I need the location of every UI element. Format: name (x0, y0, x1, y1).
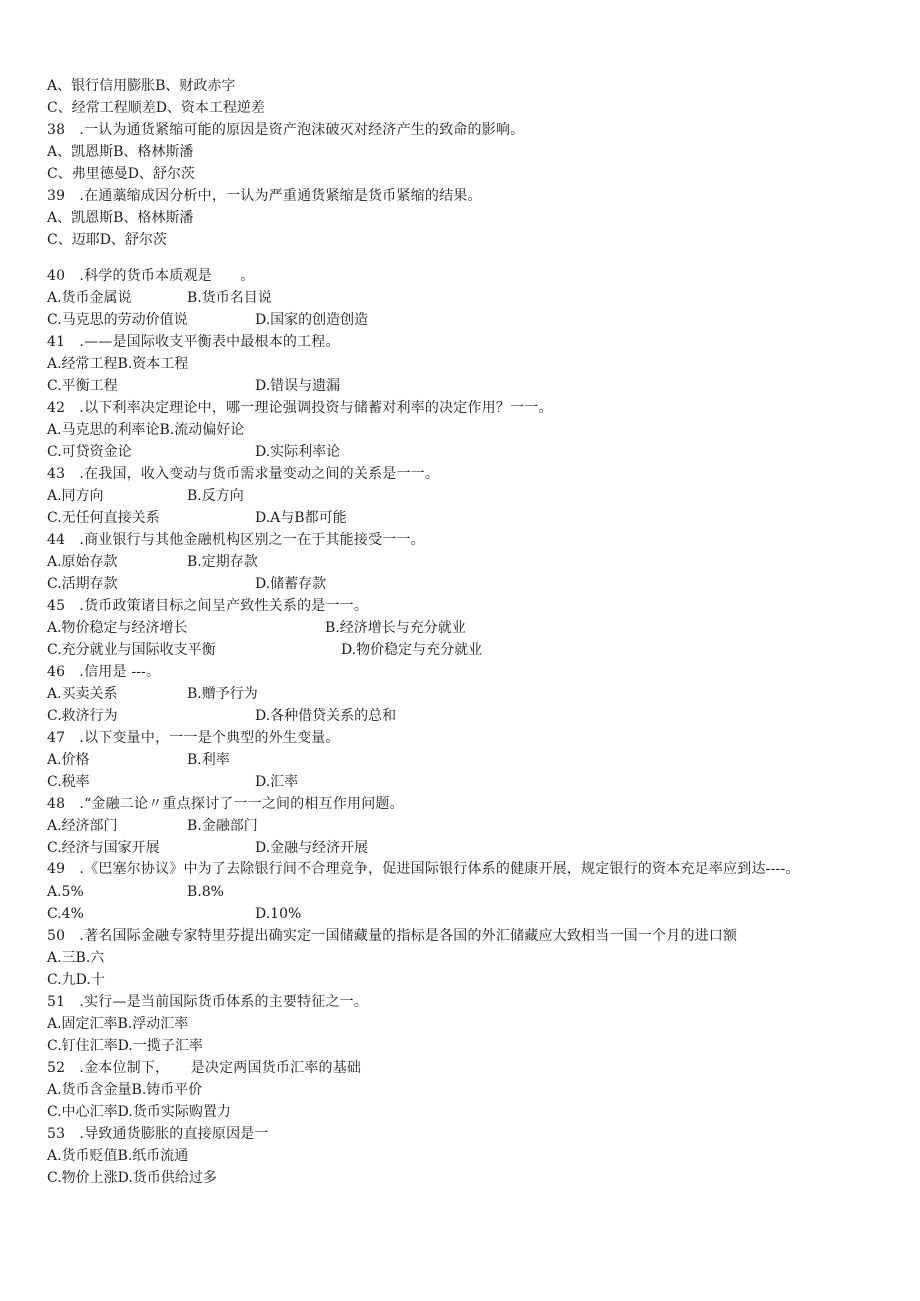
option-d: D.实际利率论 (255, 444, 341, 460)
option-row (47, 705, 867, 727)
option-text: A.马克思的利率论B.流动偏好论 (47, 422, 245, 438)
option-d: D.各种借贷关系的总和 (255, 708, 397, 724)
question-text: 42 .以下利率决定理论中，哪一理论强调投资与储蓄对利率的决定作用？一一。 (47, 400, 553, 416)
option-text: A、银行信用膨胀B、财政赤字 (47, 78, 236, 94)
option-row (47, 375, 867, 397)
option-text: A.货币贬值B.纸币流通 (47, 1148, 189, 1164)
question-text: 48 .“金融二论〃重点探讨了一一之间的相互作用问题。 (47, 796, 404, 812)
question-49 (47, 859, 867, 880)
option-d: D.储蓄存款 (255, 576, 327, 592)
option-c: C.税率 (47, 774, 90, 790)
option-row (47, 639, 867, 661)
option-text: A.固定汇率B.浮动汇率 (47, 1016, 189, 1032)
option-row (47, 617, 867, 639)
question-42 (47, 397, 867, 419)
option-a: A.同方向 (47, 488, 104, 504)
question-40 (47, 265, 867, 287)
question-50 (47, 925, 867, 947)
option-c: C.4% (47, 906, 84, 922)
option-row (47, 683, 867, 705)
option-text: A、凯恩斯B、格林斯潘 (47, 210, 194, 226)
option-line (47, 229, 867, 251)
option-row (47, 837, 867, 859)
option-d: D.国家的创造创造 (255, 312, 369, 328)
question-text: 50 .著名国际金融专家特里芬提出确实定一国储藏量的指标是各国的外汇储藏应大致相当一国一个月的进口额 (47, 928, 738, 944)
option-row (47, 881, 867, 903)
option-row (47, 441, 867, 463)
option-d: D.汇率 (255, 774, 299, 790)
option-text: C.中心汇率D.货币实际购置力 (47, 1104, 231, 1120)
question-text: 46 .信用是 ---。 (47, 664, 161, 680)
option-line (47, 1101, 867, 1123)
option-a: A.5% (47, 884, 84, 900)
option-line (47, 1035, 867, 1057)
option-text: C.物价上涨D.货币供给过多 (47, 1170, 217, 1186)
option-b: B.利率 (187, 752, 230, 768)
option-c: C.可贷资金论 (47, 444, 132, 460)
option-row (47, 749, 867, 771)
option-c: C.平衡工程 (47, 378, 118, 394)
option-row (47, 485, 867, 507)
question-text: 49 .《巴塞尔协议》中为了去除银行间不合理竞争，促进国际银行体系的健康开展，规定银行的资本充足率应到达----。 (47, 861, 800, 877)
option-d: D.10% (255, 906, 302, 922)
option-a: A.买卖关系 (47, 686, 118, 702)
option-d: D.物价稳定与充分就业 (341, 642, 483, 658)
option-b: B.反方向 (187, 488, 244, 504)
option-row (47, 551, 867, 573)
option-row (47, 287, 867, 309)
question-text: 52 .金本位制下， 是决定两国货币汇率的基础 (47, 1060, 362, 1076)
option-a: A.物价稳定与经济增长 (47, 620, 188, 636)
option-c: C.活期存款 (47, 576, 118, 592)
question-text: 40 .科学的货币本质观是 。 (47, 268, 255, 284)
option-line (47, 97, 867, 119)
option-row (47, 771, 867, 793)
question-text: 43 .在我国，收入变动与货币需求量变动之间的关系是一一。 (47, 466, 440, 482)
option-line (47, 947, 867, 969)
option-c: C.无任何直接关系 (47, 510, 160, 526)
option-c: C.充分就业与国际收支平衡 (47, 642, 216, 658)
question-text: 38 .一认为通货紧缩可能的原因是资产泡沫破灭对经济产生的致命的影响。 (47, 122, 525, 138)
option-line (47, 207, 867, 229)
option-text: A.三B.六 (47, 950, 105, 966)
option-row (47, 573, 867, 595)
option-text: C.九D.十 (47, 972, 105, 988)
option-line (47, 1167, 867, 1189)
option-line (47, 353, 867, 375)
option-line (47, 419, 867, 441)
question-52 (47, 1057, 867, 1079)
option-b: B.金融部门 (187, 818, 258, 834)
option-b: B.经济增长与充分就业 (325, 620, 466, 636)
question-45 (47, 595, 867, 617)
option-row (47, 815, 867, 837)
question-48 (47, 793, 867, 815)
question-46 (47, 661, 867, 683)
option-d: D.A与B都可能 (255, 510, 347, 526)
option-c: C.救济行为 (47, 708, 118, 724)
option-a: A.经济部门 (47, 818, 118, 834)
option-b: B.货币名目说 (187, 290, 272, 306)
option-line (47, 75, 867, 97)
option-d: D.金融与经济开展 (255, 840, 369, 856)
option-row (47, 507, 867, 529)
question-38 (47, 119, 867, 141)
spacer (47, 251, 867, 265)
question-43 (47, 463, 867, 485)
option-a: A.价格 (47, 752, 90, 768)
option-a: A.货币金属说 (47, 290, 132, 306)
question-53 (47, 1123, 867, 1145)
option-text: C、经常工程顺差D、资本工程逆差 (47, 100, 265, 116)
question-47 (47, 727, 867, 749)
option-text: A.货币含金量B.铸币平价 (47, 1082, 203, 1098)
option-a: A.原始存款 (47, 554, 118, 570)
document-page (47, 75, 867, 1189)
option-d: D.错误与遗漏 (255, 378, 341, 394)
option-text: A、凯恩斯B、格林斯潘 (47, 144, 194, 160)
option-text: C、弗里德曼D、舒尔茨 (47, 166, 195, 182)
option-text: C.钉住汇率D.一揽子汇率 (47, 1038, 203, 1054)
question-text: 45 .货币政策诸目标之间呈产致性关系的是一一。 (47, 598, 369, 614)
question-41 (47, 331, 867, 353)
option-b: B.8% (187, 884, 224, 900)
option-line (47, 141, 867, 163)
option-row (47, 903, 867, 925)
option-row (47, 309, 867, 331)
option-b: B.定期存款 (187, 554, 258, 570)
option-line (47, 969, 867, 991)
question-text: 44 .商业银行与其他金融机构区别之一在于其能接受一一。 (47, 532, 425, 548)
question-text: 41 .——是国际收支平衡表中最根本的工程。 (47, 334, 340, 350)
option-line (47, 163, 867, 185)
option-line (47, 1079, 867, 1101)
question-text: 51 .实行—是当前国际货币体系的主要特征之一。 (47, 994, 369, 1010)
question-51 (47, 991, 867, 1013)
option-c: C.马克思的劳动价值说 (47, 312, 188, 328)
option-line (47, 1013, 867, 1035)
question-44 (47, 529, 867, 551)
question-text: 39 .在通藁缩成因分析中，一认为严重通货紧缩是货币紧缩的结果。 (47, 188, 482, 204)
option-text: A.经常工程B.资本工程 (47, 356, 189, 372)
option-text: C、迈耶D、舒尔茨 (47, 232, 167, 248)
question-39 (47, 185, 867, 207)
question-text: 47 .以下变量中，一一是个典型的外生变量。 (47, 730, 340, 746)
option-line (47, 1145, 867, 1167)
option-c: C.经济与国家开展 (47, 840, 160, 856)
question-text: 53 .导致通货膨胀的直接原因是一 (47, 1126, 269, 1142)
option-b: B.赠予行为 (187, 686, 258, 702)
